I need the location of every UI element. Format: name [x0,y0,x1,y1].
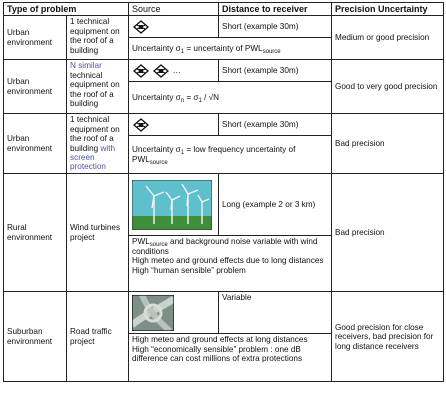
uncertainty-cell: Uncertainty $\sigma_n = \sigma_1 / √N$ [129,82,332,114]
notes-cell [129,236,332,292]
note: High meteo and ground effects due to long distances [132,256,324,266]
header-type: Type of problem [4,3,129,16]
source-icon-cell [129,114,219,136]
table-wrapper [3,2,443,398]
source-icon-cell [129,60,219,82]
env-cell: Urban environment [4,16,67,60]
desc-highlight: with screen protection [70,143,116,172]
env-cell: Urban environment [4,114,67,174]
precision-cell: Medium or good precision [332,16,444,60]
precision-cell: Bad precision [332,174,444,292]
table-row [4,292,444,334]
distance-cell: Long (example 2 or 3 km) [219,174,332,236]
note: High “human sensible” problem [132,265,246,275]
desc-cell: Wind turbines project [67,174,129,292]
source-image-cell [129,174,219,236]
table-row [4,16,444,38]
env-cell: Rural environment [4,174,67,292]
distance-cell: Short (example 30m) [219,114,332,136]
source-image-cell [129,292,219,334]
hvac-unit-icon [132,20,150,34]
hvac-unit-icon [132,64,150,78]
header-distance: Distance to receiver [219,3,332,16]
table-row [4,174,444,236]
table-row [4,114,444,136]
precision-cell: Bad precision [332,114,444,174]
table-row [4,60,444,82]
notes-cell [129,334,332,382]
note: High “economically sensible” problem : one dB difference can cost millions of extra protections [132,344,303,364]
distance-cell: Variable [219,292,332,334]
hvac-unit-icon [132,118,150,132]
uncertainty-cell: Uncertainty $\sigma_1$ = low frequency uncertainty of $PWL_{source}$ [129,136,332,174]
header-source: Source [129,3,219,16]
precision-cell: Good precision for close receivers, bad precision for long distance receivers [332,292,444,382]
wind-turbines-image [132,180,212,230]
desc-highlight: N similar [70,61,102,71]
env-cell: Suburban environment [4,292,67,382]
env-cell: Urban environment [4,60,67,114]
desc-cell: N similar technical equipment on the roof of a building [67,60,129,114]
desc-cell: 1 technical equipment on the roof of a building with screen protection [67,114,129,174]
hvac-unit-icon [152,64,170,78]
header-precision: Precision Uncertainty [332,3,444,16]
note: High meteo and ground effects at long distances [132,335,308,345]
precision-cell: Good to very good precision [332,60,444,114]
uncertainty-cell: Uncertainty $\sigma_1$ = uncertainty of $PWL_{source}$ [129,38,332,60]
desc-cell: Road traffic project [67,292,129,382]
note: $PWL_{source}$ and background noise variable with wind conditions [132,237,318,256]
header-row [4,3,444,16]
source-icon-cell [129,16,219,38]
ellipsis: … [172,66,181,76]
distance-cell: Short (example 30m) [219,16,332,38]
desc-cell: 1 technical equipment on the roof of a building [67,16,129,60]
road-interchange-image [132,295,174,331]
distance-cell: Short (example 30m) [219,60,332,82]
problem-table [3,2,444,382]
